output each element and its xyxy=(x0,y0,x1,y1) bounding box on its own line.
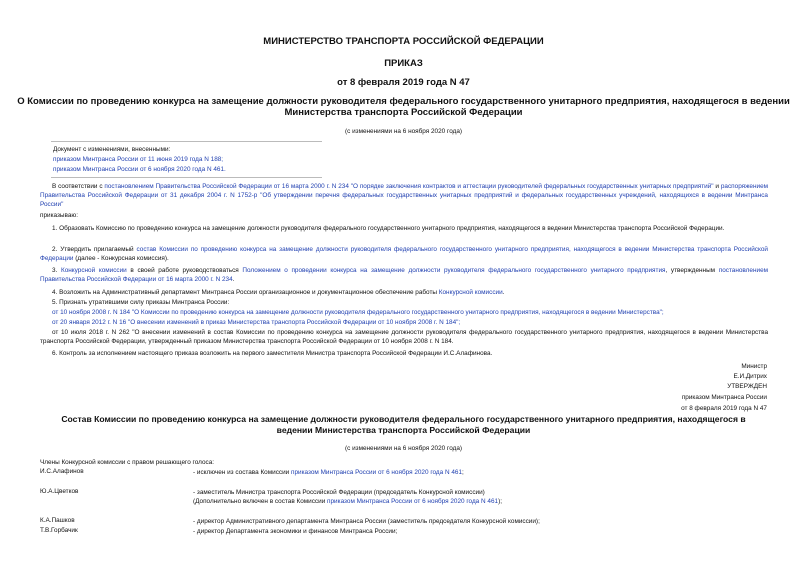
approved-date: от 8 февраля 2019 года N 47 xyxy=(681,405,767,412)
composition-amended-note: (с изменениями на 6 ноября 2020 года) xyxy=(344,445,463,452)
member-name: К.А.Пашков xyxy=(40,517,75,524)
item-2 xyxy=(40,245,768,263)
composition-title-line2: ведении Министерства транспорта Российской Федерации xyxy=(276,425,531,435)
member-role: - директор Департамента экономики и финансов Минтранса России; xyxy=(193,528,398,535)
member-note-end: ); xyxy=(498,498,502,505)
ministry-heading: МИНИСТЕРСТВО ТРАНСПОРТА РОССИЙСКОЙ ФЕДЕРАЦИИ xyxy=(263,36,544,47)
item-4-text-end: . xyxy=(502,289,505,296)
composition-title-line1: Состав Комиссии по проведению конкурса на замещение должности руководителя федерального государственного унитарного предприятия, находящегося в xyxy=(61,414,746,424)
changes-link-188[interactable]: приказом Минтранса России от 11 июня 2019 года N 188; xyxy=(53,156,224,163)
signature-name: Е.И.Дитрих xyxy=(733,373,767,380)
changes-intro: Документ с изменениями, внесенными: xyxy=(53,146,171,153)
member-name: Ю.А.Цветков xyxy=(40,488,79,495)
member-link-order-461[interactable]: приказом Минтранса России от 6 ноября 2020 года N 461 xyxy=(291,469,463,476)
preamble-paragraph xyxy=(40,182,768,209)
approved-label: УТВЕРЖДЕН xyxy=(727,383,767,390)
item-5-link-order-184[interactable]: от 10 ноября 2008 г. N 184 "О Комиссии по проведению конкурса на замещение должности руководителя федерального государственного унитарного предприятия, находящегося в ведении Министерства"; xyxy=(52,309,664,316)
member-name: И.С.Алафинов xyxy=(40,468,84,475)
item-3-link-regulation[interactable]: Положением о проведении конкурса на замещение должности руководителя федерального государственного унитарного предприятия xyxy=(242,267,666,274)
item-4 xyxy=(40,288,768,297)
item-3-text: в своей работе руководствоваться xyxy=(126,267,243,274)
item-3-link-decree-234[interactable]: постановлением Правительства Российской Федерации от 16 марта 2000 г. N 234 xyxy=(40,267,769,283)
member-note-text: (Дополнительно включен в состав Комиссии xyxy=(193,498,328,505)
member-name: Т.В.Горбачик xyxy=(40,527,78,534)
order-title-line1: О Комиссии по проведению конкурса на замещение должности руководителя федерального государственного унитарного предприятия, находящегося в ведении xyxy=(17,96,790,107)
item-5-link-order-16[interactable]: от 20 января 2012 г. N 16 "О внесении изменений в приказ Министерства транспорта Российской Федерации от 10 ноября 2008 г. N 184"; xyxy=(52,319,461,326)
item-3 xyxy=(40,266,768,284)
order-amended-note: (с изменениями на 6 ноября 2020 года) xyxy=(344,128,463,135)
changes-bottom-rule xyxy=(51,177,322,178)
order-heading: ПРИКАЗ xyxy=(384,58,423,69)
item-6: 6. Контроль за исполнением настоящего приказа возложить на первого заместителя Министра транспорта Российской Федерации И.С.Алафинова. xyxy=(52,350,493,357)
item-5: 5. Признать утратившими силу приказы Минтранса России: xyxy=(52,299,230,306)
item-4-link-commission[interactable]: Конкурсной комиссии xyxy=(438,289,503,296)
item-2-text: 2. Утвердить прилагаемый xyxy=(52,246,137,253)
item-3-num: 3. xyxy=(52,267,61,274)
item-3-text-end: . xyxy=(232,276,235,283)
item-1: 1. Образовать Комиссию по проведению конкурса на замещение должности руководителя федерального государственного унитарного предприятия, находящегося в ведении Министерства транспорта Российской Федерации. xyxy=(52,225,725,232)
member-role: - заместитель Министра транспорта Российской Федерации (председатель Конкурсной комиссии) xyxy=(193,489,485,496)
order-title-line2: Министерства транспорта Российской Федерации xyxy=(284,107,523,118)
changes-link-461[interactable]: приказом Минтранса России от 6 ноября 2020 года N 461. xyxy=(53,166,226,173)
preamble-text-and: и xyxy=(713,183,721,190)
member-role xyxy=(193,468,464,477)
member-role: - директор Административного департамента Минтранса России (заместитель председателя Конкурсной комиссии); xyxy=(193,518,540,525)
approved-by: приказом Минтранса России xyxy=(681,394,767,401)
item-2-text-end: (далее - Конкурсная комиссия). xyxy=(73,255,169,262)
order-date: от 8 февраля 2019 года N 47 xyxy=(337,77,470,88)
member-role-end: ; xyxy=(462,469,464,476)
preamble-orders: приказываю: xyxy=(40,212,78,219)
preamble-text: В соответствии с xyxy=(52,183,105,190)
member-role-note xyxy=(193,497,502,506)
item-3-text-approved: , утвержденным xyxy=(665,267,719,274)
item-3-link-commission[interactable]: Конкурсной комиссии xyxy=(60,267,127,274)
changes-top-rule xyxy=(51,141,322,142)
member-role-text: - исключен из состава Комиссии xyxy=(193,469,292,476)
member-link-order-461[interactable]: приказом Минтранса России от 6 ноября 2020 года N 461 xyxy=(327,498,499,505)
signature-position: Министр xyxy=(741,363,767,370)
preamble-link-decree-234[interactable]: постановлением Правительства Российской Федерации от 16 марта 2000 г. N 234 "О порядке заключения контрактов и аттестации руководителей федеральных государственных унитарных предприятий" xyxy=(104,183,714,190)
item-2-link-composition[interactable]: состав Комиссии по проведению конкурса на замещение должности руководителя федерального государственного унитарного предприятия, находящегося в ведении Министерства транспорта Российской Федерации xyxy=(40,246,768,262)
item-5-order-262: от 10 июля 2018 г. N 262 "О внесении изменений в состав Комиссии по проведению конкурса на замещение должности руководителя федерального государственного унитарного предприятия, находящегося в ведении Министерства транспорта Российской Федерации, утвержденный приказом Министерства транспорта Российской Федерации от 10 ноября 2008 г. N 184. xyxy=(40,329,768,345)
item-4-text: 4. Возложить на Административный департамент Минтранса России организационное и документационное обеспечение работы xyxy=(52,289,439,296)
members-label: Члены Конкурсной комиссии с правом решающего голоса: xyxy=(40,459,215,466)
preamble-link-order-1752[interactable]: распоряжением Правительства Российской Федерации от 31 декабря 2004 г. N 1752-р "Об утверждении перечня федеральных государственных унитарных предприятий и федеральных государственных учреждений, находящихся в ведении Минтранса России" xyxy=(40,183,769,208)
